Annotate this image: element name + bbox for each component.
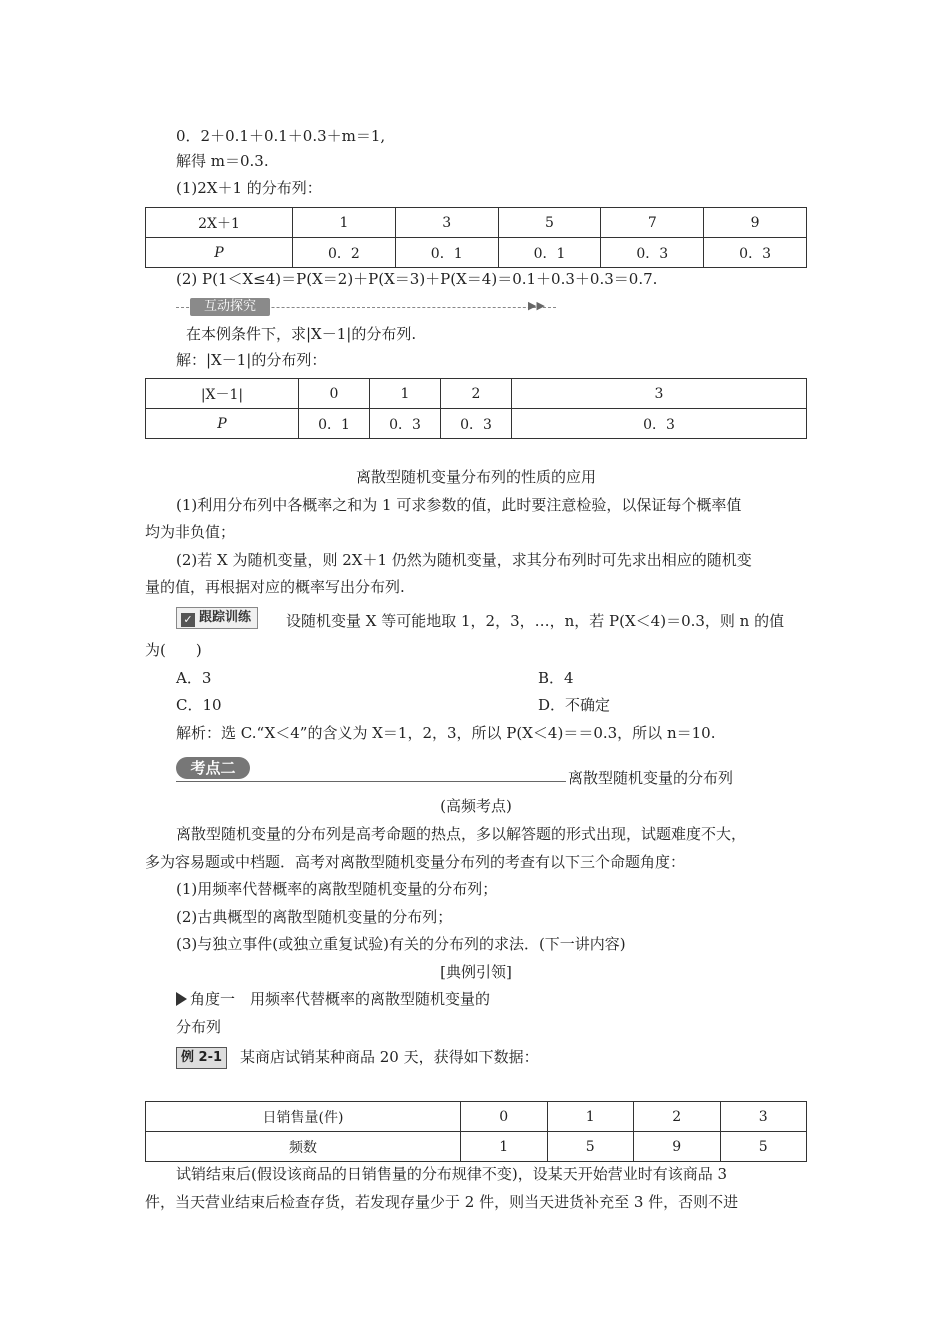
table2-value: 3 xyxy=(512,379,807,409)
properties-p2-line2: 量的值，再根据对应的概率写出分布列. xyxy=(145,578,405,596)
option-c: C．10 xyxy=(176,696,222,714)
properties-p2-line1: (2)若 X 为随机变量，则 2X＋1 仍然为随机变量，求其分布列时可先求出相应的随机变 xyxy=(176,551,752,569)
table1-prob: 0．1 xyxy=(498,238,601,268)
table3-freq-label: 频数 xyxy=(146,1132,461,1162)
table1-header-label: 2X＋1 xyxy=(146,208,293,238)
table1-prob: 0．3 xyxy=(704,238,807,268)
angle-title-text: 角度一 用频率代替概率的离散型随机变量的 xyxy=(190,990,491,1008)
table3-freq: 5 xyxy=(720,1132,807,1162)
distribution-table-abs-x-minus-1 xyxy=(145,378,807,439)
table3-value: 1 xyxy=(547,1102,634,1132)
table2-prob: 0．3 xyxy=(370,409,441,439)
table3-value: 2 xyxy=(634,1102,721,1132)
angle-1: (1)用频率代替概率的离散型随机变量的分布列； xyxy=(176,880,498,898)
kaodian-title: 离散型随机变量的分布列 xyxy=(568,769,734,787)
tracking-badge xyxy=(176,607,258,629)
solve-line: 解得 m＝0.3. xyxy=(176,152,269,170)
play-triangle-icon xyxy=(176,992,187,1006)
tracking-question-line1: 设随机变量 X 等可能地取 1，2，3，…，n，若 P(X＜4)＝0.3，则 n 的值 xyxy=(286,612,785,630)
closing-line2: 件，当天营业结束后检查存货，若发现存量少于 2 件，则当天进货补充至 3 件，否则不进 xyxy=(145,1193,739,1211)
angle-title-line2: 分布列 xyxy=(176,1018,222,1036)
example-badge: 例 2-1 xyxy=(176,1047,227,1069)
table1-prob: 0．3 xyxy=(601,238,704,268)
tracking-analysis: 解析：选 C.“X＜4”的含义为 X＝1，2，3，所以 P(X＜4)＝＝0.3，所以 n＝10. xyxy=(176,724,716,742)
table1-value: 5 xyxy=(498,208,601,238)
interactive-badge: 互动探究 xyxy=(190,298,270,316)
table3-freq: 5 xyxy=(547,1132,634,1162)
table1-value: 3 xyxy=(395,208,498,238)
table1-value: 7 xyxy=(601,208,704,238)
properties-p1-line1: (1)利用分布列中各概率之和为 1 可求参数的值，此时要注意检验，以保证每个概率值 xyxy=(176,496,742,514)
table3-header-label: 日销售量(件) xyxy=(146,1102,461,1132)
interactive-question: 在本例条件下，求|X－1|的分布列. xyxy=(186,325,417,343)
interactive-answer-intro: 解：|X－1|的分布列： xyxy=(176,351,327,369)
table2-value: 2 xyxy=(441,379,512,409)
tracking-badge-label: 跟踪训练 xyxy=(199,610,252,625)
table2-prob: 0．3 xyxy=(512,409,807,439)
table3-value: 3 xyxy=(720,1102,807,1132)
check-icon: ✓ xyxy=(181,613,195,627)
kaodian-underline xyxy=(176,781,566,782)
example-header: [典例引领] xyxy=(440,963,512,981)
table2-value: 1 xyxy=(370,379,441,409)
closing-line1: 试销结束后(假设该商品的日销售量的分布规律不变)，设某天开始营业时有该商品 3 xyxy=(176,1165,728,1183)
table1-value: 9 xyxy=(704,208,807,238)
table3-value: 0 xyxy=(461,1102,548,1132)
table2-p-label: P xyxy=(146,409,299,439)
equation-line: 0．2＋0.1＋0.1＋0.3＋m＝1, xyxy=(176,127,386,145)
table2-value: 0 xyxy=(299,379,370,409)
angle-2: (2)古典概型的离散型随机变量的分布列； xyxy=(176,908,453,926)
part1-title: (1)2X＋1 的分布列： xyxy=(176,179,322,197)
kaodian-subtitle: (高频考点) xyxy=(440,797,512,815)
table3-freq: 9 xyxy=(634,1132,721,1162)
angle-3: (3)与独立事件(或独立重复试验)有关的分布列的求法．(下一讲内容) xyxy=(176,935,626,953)
properties-p1-line2: 均为非负值； xyxy=(145,523,236,541)
option-b: B．4 xyxy=(538,669,574,687)
tracking-question-line2: 为( ) xyxy=(145,641,202,659)
angle-title-line1 xyxy=(176,988,490,1010)
arrow-icon: ▶▶ xyxy=(528,299,545,312)
table1-p-label: P xyxy=(146,238,293,268)
table3-freq: 1 xyxy=(461,1132,548,1162)
sales-frequency-table xyxy=(145,1101,807,1162)
table2-prob: 0．1 xyxy=(299,409,370,439)
kaodian-badge: 考点二 xyxy=(176,757,250,779)
properties-title: 离散型随机变量分布列的性质的应用 xyxy=(355,468,596,486)
distribution-table-2x-plus-1 xyxy=(145,207,807,268)
table1-value: 1 xyxy=(293,208,396,238)
table1-prob: 0．1 xyxy=(395,238,498,268)
kaodian-intro-line1: 离散型随机变量的分布列是高考命题的热点，多以解答题的形式出现，试题难度不大， xyxy=(176,825,747,843)
example-text: 某商店试销某种商品 20 天，获得如下数据： xyxy=(240,1048,539,1066)
table2-header-label: |X－1| xyxy=(146,379,299,409)
table1-prob: 0．2 xyxy=(293,238,396,268)
table2-prob: 0．3 xyxy=(441,409,512,439)
option-d: D．不确定 xyxy=(538,696,611,714)
part2-line: (2) P(1＜X≤4)＝P(X＝2)＋P(X＝3)＋P(X＝4)＝0.1＋0.3＋0.3＝0.7. xyxy=(176,270,658,288)
kaodian-intro-line2: 多为容易题或中档题．高考对离散型随机变量分布列的考查有以下三个命题角度： xyxy=(145,853,686,871)
option-a: A．3 xyxy=(176,669,212,687)
